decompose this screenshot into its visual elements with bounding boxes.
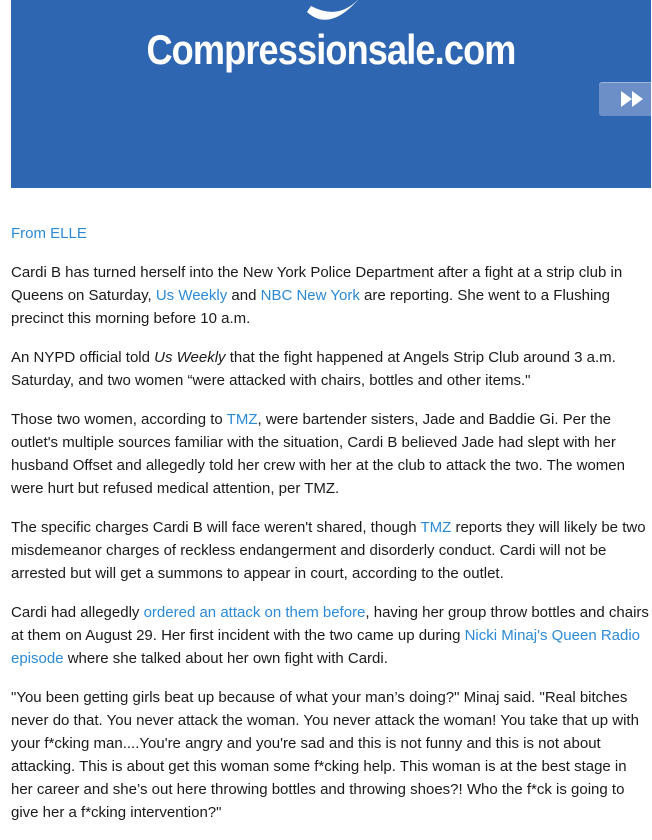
text: Those two women, according to (11, 411, 227, 428)
tmz-link[interactable]: TMZ (226, 411, 258, 428)
paragraph-4 (11, 516, 652, 585)
text: The specific charges Cardi B will face weren't shared, though (11, 519, 421, 536)
text: , were bartender sisters, Jade and Baddie Gi. Per the outlet's multiple sources familiar with the situation, Cardi B believed Jade had slept with her husband Offset and allegedly told her crew with her at the club to attack the two. The women were hurt but refused medical attention, per TMZ. (11, 411, 625, 497)
text: reports they will likely be two misdemeanor charges of reckless endangerment and disorderly conduct. Cardi will not be arrested but will get a summons to appear in court, according to the outlet. (11, 519, 646, 582)
fast-forward-icon (619, 89, 647, 109)
ad-next-button[interactable] (599, 82, 651, 116)
us-weekly-link[interactable]: Us Weekly (155, 287, 228, 304)
text: , having her group throw bottles and chairs at them on August 29. Her first incident with the two came up during (11, 604, 649, 644)
text: where she talked about her own fight with Cardi. (63, 650, 388, 667)
paragraph-1 (11, 261, 652, 330)
paragraph-6: "You been getting girls beat up because of what your man’s doing?" Minaj said. "Real bitches never do that. You never attack the woman. You never attack the woman! You take that up with your f*cking man....You're angry and you're sad and this is not funny and this is not about attacking. This is about get this woman some f*cking help. This woman is at the best stage in her career and she’s out here throwing bottles and throwing shoes?! Who the f*ck is going to give her a f*cking intervention?" (11, 689, 639, 821)
paragraph-2 (11, 346, 652, 392)
us-weekly-emphasis: Us Weekly (154, 349, 226, 366)
ad-banner[interactable] (11, 0, 651, 188)
text: An NYPD official told (11, 349, 155, 366)
article-body (11, 222, 652, 840)
queen-radio-link[interactable]: Nicki Minaj's Queen Radio episode (11, 627, 641, 667)
tmz-link[interactable]: TMZ (420, 519, 452, 536)
source-link[interactable]: From ELLE (11, 225, 87, 242)
ordered-attack-link[interactable]: ordered an attack on them before (143, 604, 366, 621)
text: Cardi B has turned herself into the New York Police Department after a fight at a strip club in Queens on Saturday, (11, 264, 623, 304)
text: that the fight happened at Angels Strip Club around 3 a.m. Saturday, and two women “were attacked with chairs, bottles and other items." (11, 349, 616, 389)
text: and (227, 287, 261, 304)
paragraph-3 (11, 408, 652, 500)
paragraph-5 (11, 601, 652, 670)
text: Cardi had allegedly (11, 604, 144, 621)
text: are reporting. She went to a Flushing precinct this morning before 10 a.m. (11, 287, 610, 327)
nbc-new-york-link[interactable]: NBC New York (260, 287, 360, 304)
ad-title[interactable]: Compressionsale.com (146, 26, 516, 73)
